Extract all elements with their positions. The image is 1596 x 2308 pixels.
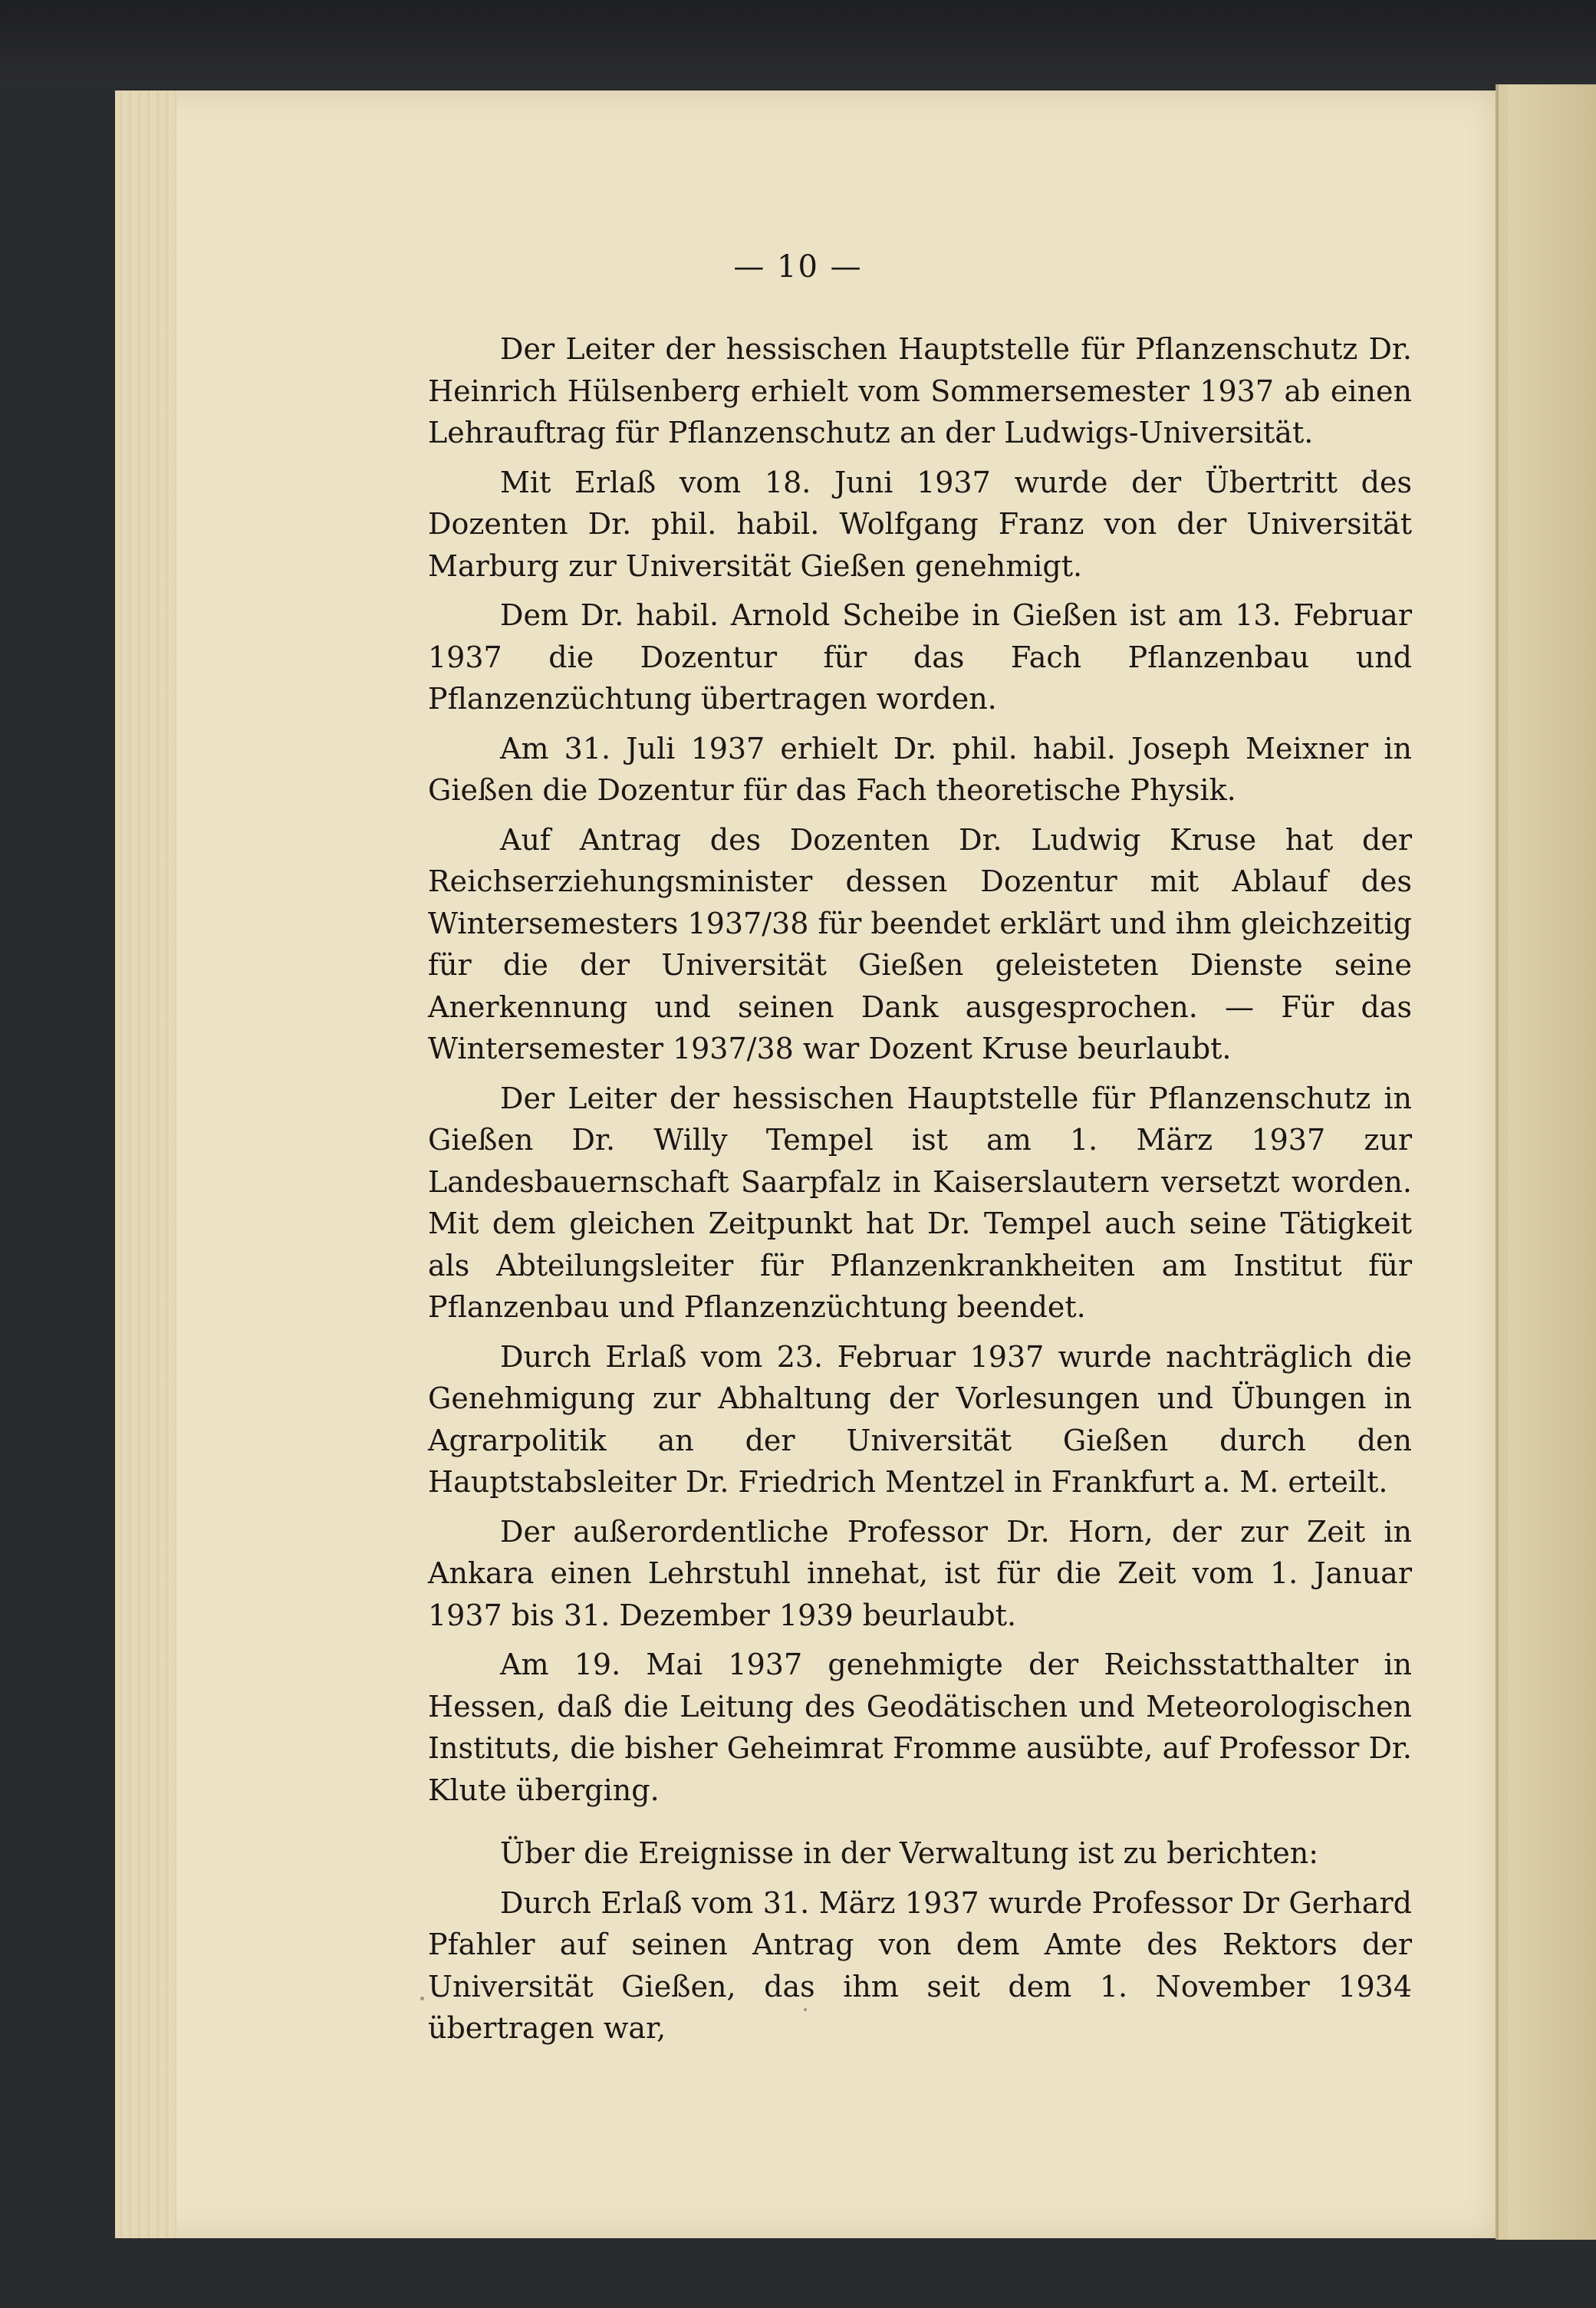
page-stack-edges bbox=[115, 91, 176, 2238]
facing-page-edge-shade bbox=[1508, 84, 1596, 2240]
paragraph-pfahler: Durch Erlaß vom 31. März 1937 wurde Professor Dr Gerhard Pfahler auf seinen Antrag von dem Amte des Rektors der Universität Gießen, das ihm seit dem 1. November 1934 übertragen war, bbox=[428, 1885, 1412, 2045]
paragraph-tempel: Der Leiter der hessischen Hauptstelle für Pflanzenschutz in Gießen Dr. Willy Tempel ist am 1. März 1937 zur Landesbauernschaft Saarpfalz in Kaiserslautern versetzt worden. Mit dem gleichen Zeitpunkt hat Dr. Tempel auch seine Tätigkeit als Abteilungsleiter für Pflanzenkrankheiten am Institut für Pflanzenbau und Pflanzenzüchtung beendet. bbox=[428, 1081, 1412, 1324]
paragraph-verwaltung-heading: Über die Ereignisse in der Verwaltung ist zu berichten: bbox=[500, 1836, 1319, 1870]
page-number: — 10 — bbox=[733, 249, 863, 285]
paragraph-klute: Am 19. Mai 1937 genehmigte der Reichsstatthalter in Hessen, daß die Leitung des Geodätischen und Meteorologischen Instituts, die bisher Geheimrat Fromme ausübte, auf Professor Dr. Klute überging. bbox=[428, 1648, 1412, 1807]
paragraph-horn: Der außerordentliche Professor Dr. Horn, der zur Zeit in Ankara einen Lehrstuhl innehat, ist für die Zeit vom 1. Januar 1937 bis 31. Dezember 1939 beurlaubt. bbox=[428, 1514, 1412, 1632]
paragraph-kruse: Auf Antrag des Dozenten Dr. Ludwig Kruse hat der Reichserziehungsminister dessen Dozentur mit Ablauf des Wintersemesters 1937/38 für beendet erklärt und ihm gleichzeitig für die der Universität Gießen geleisteten Dienste seine Anerkennung und seinen Dank ausgesprochen. — Für das Wintersemester 1937/38 war Dozent Kruse beurlaubt. bbox=[428, 822, 1412, 1065]
paragraph-franz: Mit Erlaß vom 18. Juni 1937 wurde der Übertritt des Dozenten Dr. phil. habil. Wolfgang Franz von der Universität Marburg zur Universität Gießen genehmigt. bbox=[428, 465, 1412, 583]
body-text bbox=[428, 328, 1412, 2057]
dust-speck bbox=[804, 2008, 807, 2011]
paragraph-scheibe: Dem Dr. habil. Arnold Scheibe in Gießen ist am 13. Februar 1937 die Dozentur für das Fach Pflanzenbau und Pflanzenzüchtung übertragen worden. bbox=[428, 598, 1412, 716]
paragraph-mentzel: Durch Erlaß vom 23. Februar 1937 wurde nachträglich die Genehmigung zur Abhaltung der Vorlesungen und Übungen in Agrarpolitik an der Universität Gießen durch den Hauptstabsleiter Dr. Friedrich Mentzel in Frankfurt a. M. erteilt. bbox=[428, 1339, 1412, 1499]
paragraph-huelsenberg: Der Leiter der hessischen Hauptstelle für Pflanzenschutz Dr. Heinrich Hülsenberg erhielt vom Sommersemester 1937 ab einen Lehrauftrag für Pflanzenschutz an der Ludwigs-Universität. bbox=[428, 332, 1412, 449]
paragraph-meixner: Am 31. Juli 1937 erhielt Dr. phil. habil. Joseph Meixner in Gießen die Dozentur für das Fach theoretische Physik. bbox=[428, 731, 1412, 807]
dust-speck bbox=[420, 1997, 424, 2000]
scan-background bbox=[0, 0, 1596, 84]
